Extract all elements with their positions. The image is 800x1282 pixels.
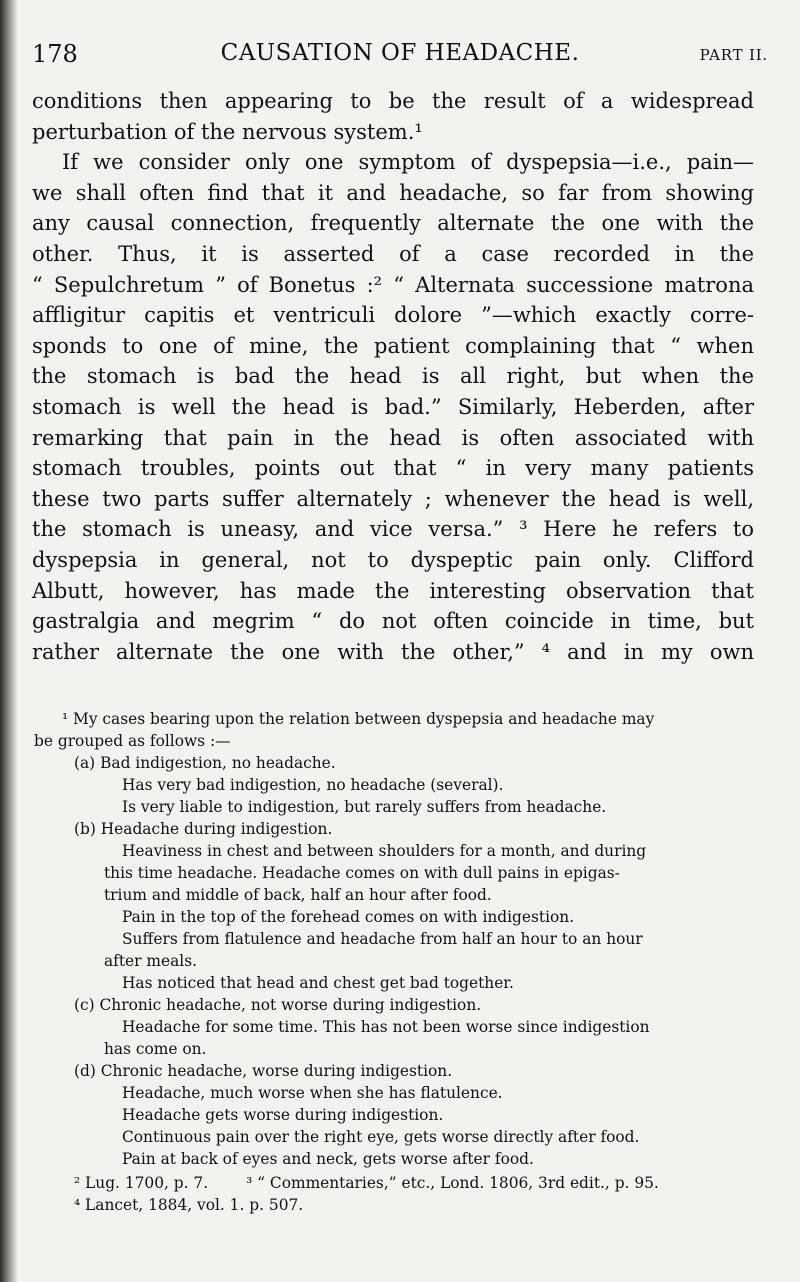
body-line: the stomach is bad the head is all right, but when the	[32, 364, 754, 389]
body-line: “ Sepulchretum ” of Bonetus :² “ Alternata successione matrona	[32, 272, 754, 297]
case-line: this time headache. Headache comes on with dull pains in epigas-	[104, 864, 620, 882]
body-line: these two parts suffer alternately ; whenever the head is well,	[32, 486, 754, 511]
group-b-label: (b) Headache during indigestion.	[74, 820, 333, 838]
footnote-4: ⁴ Lancet, 1884, vol. 1. p. 507.	[74, 1196, 304, 1214]
body-line: stomach is well the head is bad.” Similarly, Heberden, after	[32, 394, 754, 419]
page-number: 178	[32, 40, 78, 68]
body-line: any causal connection, frequently alternate the one with the	[32, 211, 754, 236]
body-line: affligitur capitis et ventriculi dolore ”—which exactly corre-	[32, 303, 754, 328]
case-line: Has very bad indigestion, no headache (several).	[122, 776, 504, 794]
case-line: Heaviness in chest and between shoulders for a month, and during	[122, 842, 647, 860]
body-line: remarking that pain in the head is often associated with	[32, 425, 754, 450]
body-line: stomach troubles, points out that “ in very many patients	[32, 456, 754, 481]
group-c-label: (c) Chronic headache, not worse during indigestion.	[74, 996, 482, 1014]
body-line: Albutt, however, has made the interesting observation that	[32, 578, 754, 603]
case-line: Pain in the top of the forehead comes on with indigestion.	[122, 908, 575, 926]
body-line: conditions then appearing to be the result of a widespread	[32, 89, 754, 113]
running-title: CAUSATION OF HEADACHE.	[220, 40, 580, 66]
case-line: after meals.	[104, 952, 198, 970]
body-line: dyspepsia in general, not to dyspeptic pain only. Clifford	[32, 547, 754, 572]
case-line: Suffers from flatulence and headache from half an hour to an hour	[122, 930, 643, 948]
case-line: Is very liable to indigestion, but rarely suffers from headache.	[122, 798, 607, 816]
body-line: the stomach is uneasy, and vice versa.” ³ Here he refers to	[32, 517, 754, 542]
case-line: Continuous pain over the right eye, gets worse directly after food.	[122, 1128, 640, 1146]
footnotes	[34, 708, 764, 1216]
body-line: gastralgia and megrim “ do not often coincide in time, but	[32, 609, 754, 634]
case-line: trium and middle of back, half an hour after food.	[104, 886, 492, 904]
case-line: Headache, much worse when she has flatulence.	[122, 1084, 503, 1102]
body-line: sponds to one of mine, the patient complaining that “ when	[32, 333, 754, 358]
body-line: rather alternate the one with the other,” ⁴ and in my own	[32, 639, 754, 664]
footnote-1-intro: ¹ My cases bearing upon the relation between dyspepsia and headache may	[62, 710, 655, 728]
case-line: Headache for some time. This has not been worse since indigestion	[122, 1018, 650, 1036]
binding-shadow	[0, 0, 18, 1282]
body-line: we shall often find that it and headache, so far from showing	[32, 180, 754, 205]
footnote-refs-line	[34, 1172, 764, 1194]
group-d-label: (d) Chronic headache, worse during indigestion.	[74, 1062, 453, 1080]
case-line: Pain at back of eyes and neck, gets worse after food.	[122, 1150, 534, 1168]
body-line: other. Thus, it is asserted of a case recorded in the	[32, 241, 754, 266]
case-line: has come on.	[104, 1040, 207, 1058]
body-line: perturbation of the nervous system.¹	[32, 119, 423, 144]
body-line: If we consider only one symptom of dyspepsia—i.e., pain—	[62, 150, 754, 175]
case-line: Headache gets worse during indigestion.	[122, 1106, 444, 1124]
body-text	[32, 86, 754, 667]
footnote-3: ³ “ Commentaries,” etc., Lond. 1806, 3rd edit., p. 95.	[246, 1174, 659, 1192]
footnote-1-intro-cont: be grouped as follows :—	[34, 732, 231, 750]
case-line: Has noticed that head and chest get bad together.	[122, 974, 514, 992]
page-header	[32, 36, 768, 76]
group-a-label: (a) Bad indigestion, no headache.	[74, 754, 336, 772]
footnote-2: ² Lug. 1700, p. 7.	[74, 1174, 209, 1192]
part-label: PART II.	[699, 46, 768, 64]
